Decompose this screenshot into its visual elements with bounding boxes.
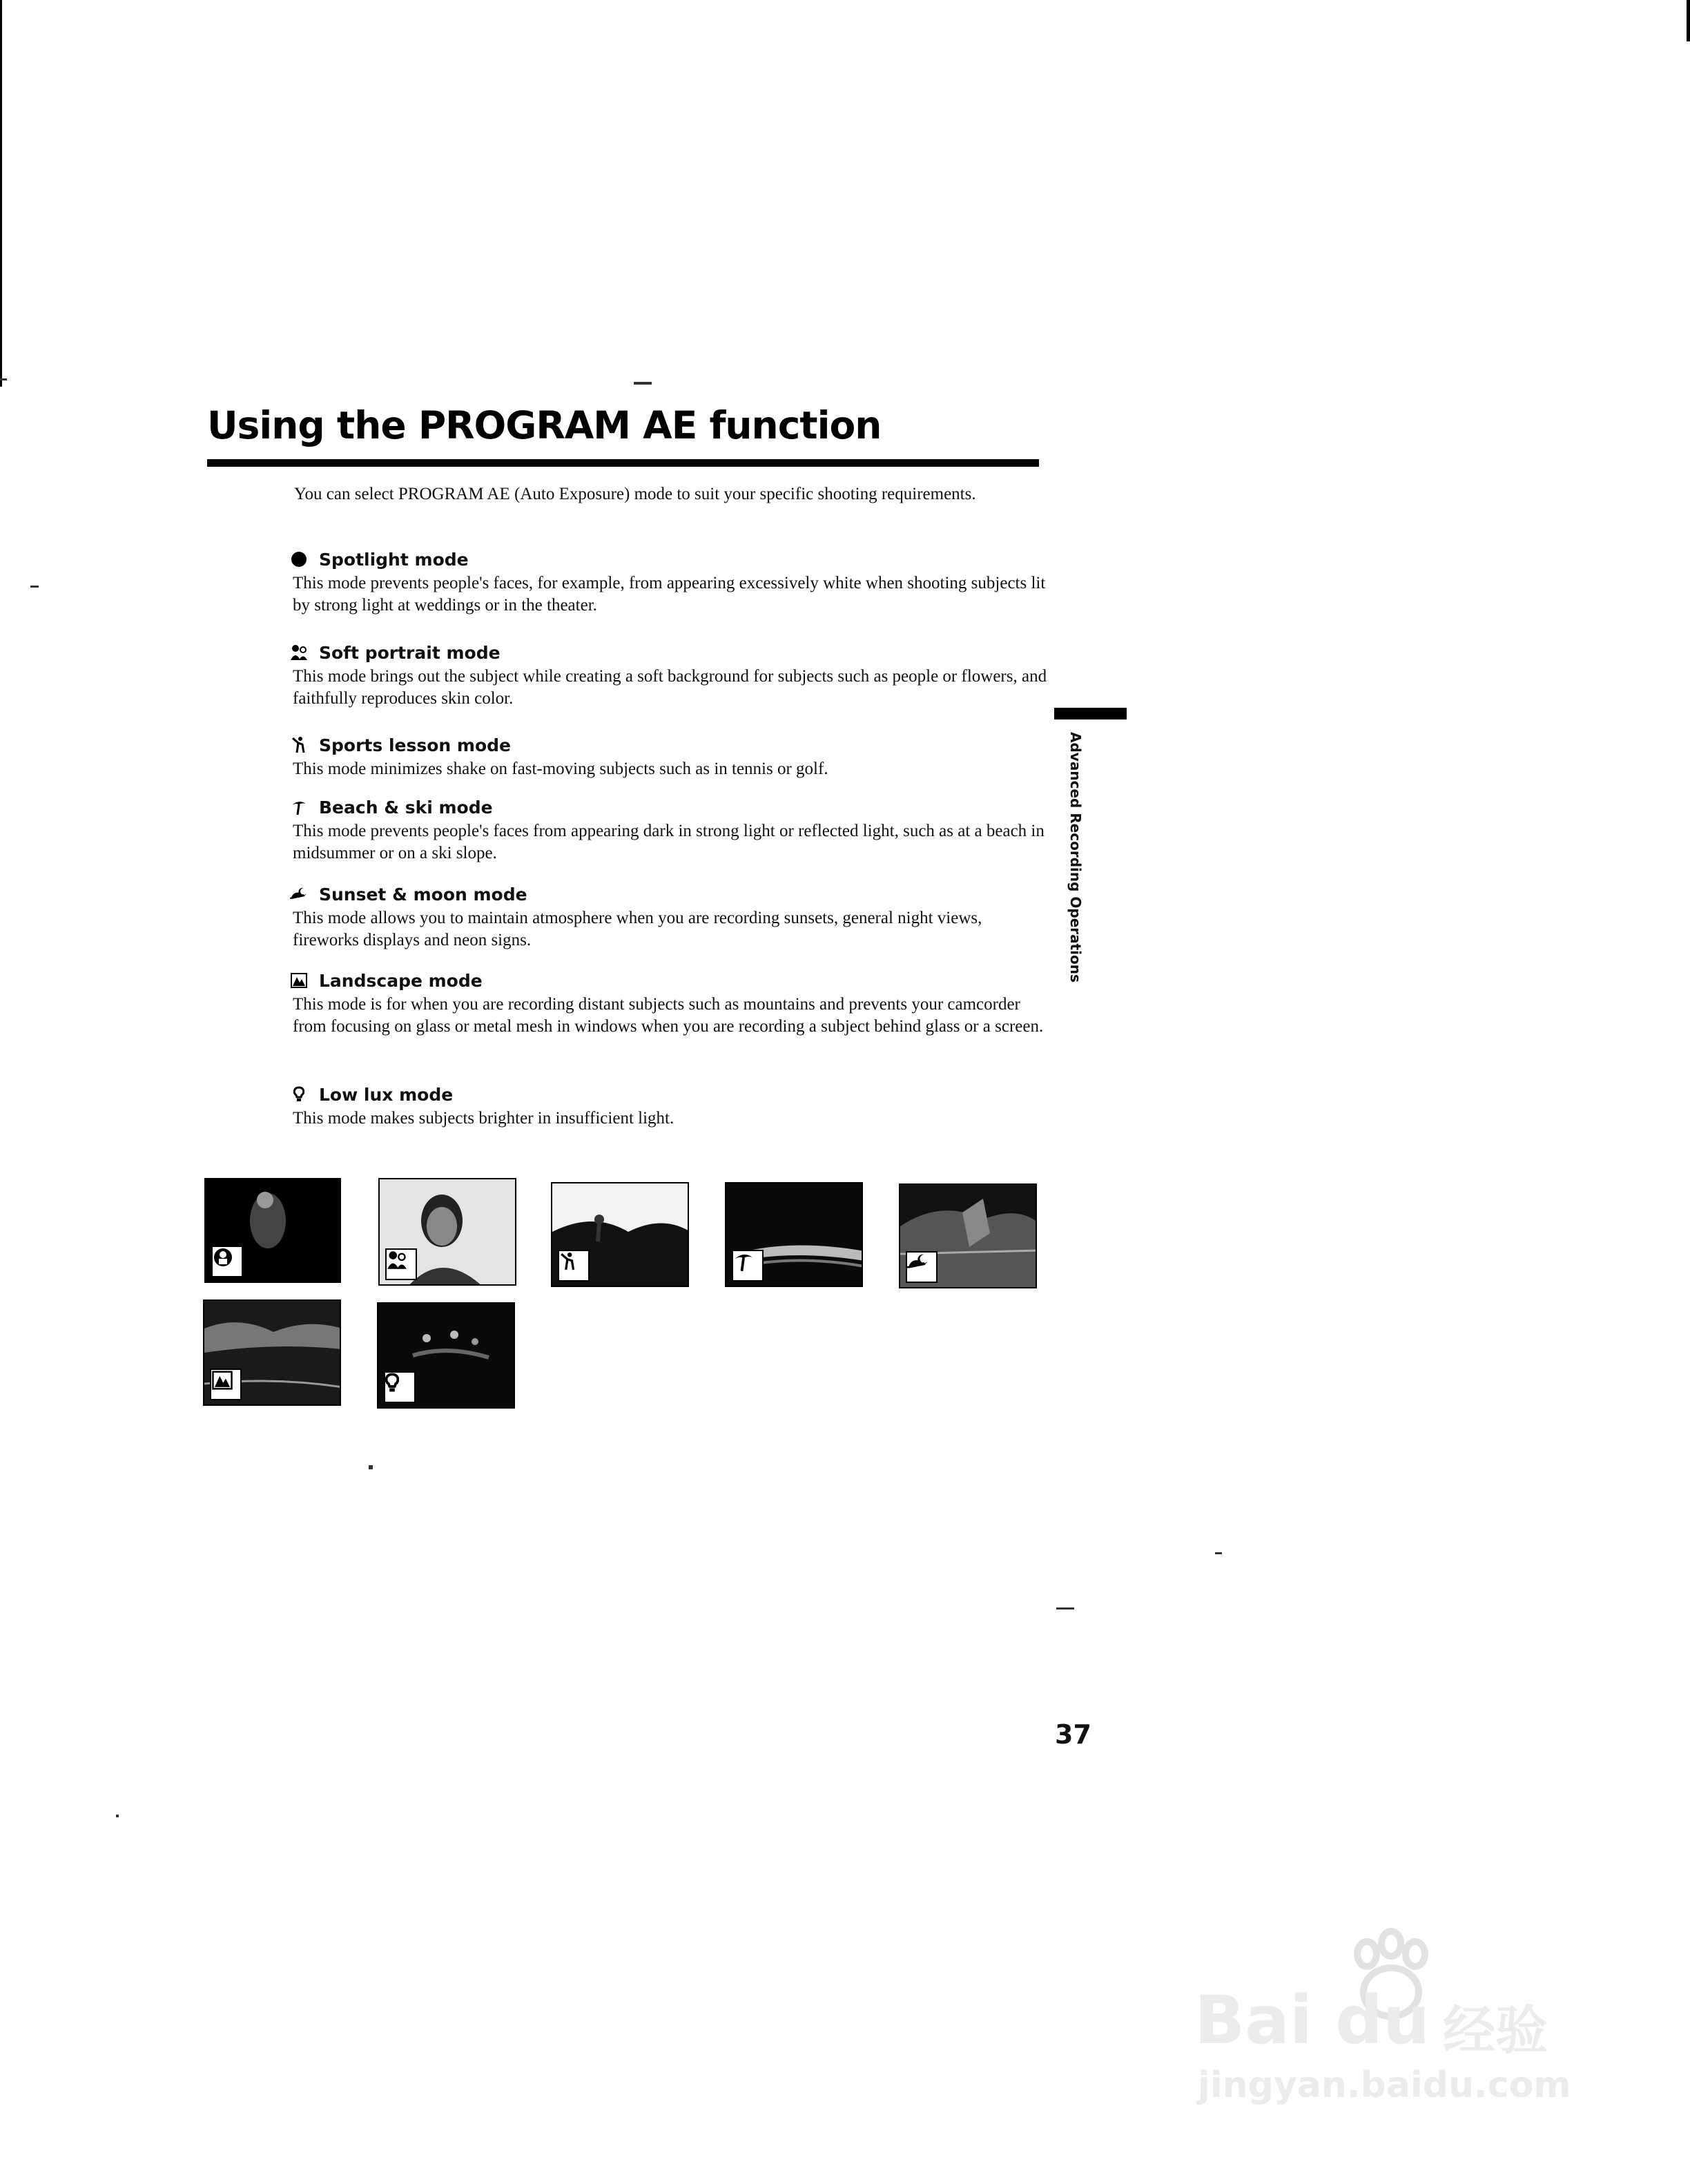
scan-speck: [116, 1815, 119, 1817]
mode-title: Beach & ski mode: [319, 797, 493, 818]
sports-lesson-icon: [558, 1250, 590, 1282]
sunset-moon-icon: [290, 885, 308, 903]
soft-portrait-icon: [385, 1248, 417, 1280]
mode-description: This mode allows you to maintain atmosphere when you are recording sunsets, general night views, fireworks displays and neon signs.: [293, 909, 982, 949]
watermark: [1194, 1926, 1595, 2106]
low-lux-icon: [290, 1085, 308, 1103]
mode-description: This mode makes subjects brighter in insufficient light.: [293, 1109, 674, 1128]
mode-title: Spotlight mode: [319, 549, 469, 570]
scan-speck: [30, 586, 39, 588]
landscape-icon: [290, 972, 308, 989]
beach-ski-icon: [290, 798, 308, 816]
watermark-url: jingyan.baidu.com: [1198, 2065, 1571, 2106]
scan-speck: [1056, 1607, 1074, 1610]
mode-spotlight: [290, 548, 1049, 617]
mode-landscape: [290, 969, 1049, 1038]
scan-speck: [634, 382, 652, 385]
mode-title: Soft portrait mode: [319, 642, 501, 663]
sunset-moon-icon: [906, 1251, 938, 1283]
page-number: 37: [1055, 1719, 1091, 1750]
scan-edge-right: [1687, 0, 1690, 41]
photo-sports-lesson: [551, 1182, 689, 1287]
mode-low-lux: [290, 1083, 1049, 1130]
mode-description: This mode brings out the subject while creating a soft background for subjects such as people or flowers, and faithfully reproduces skin color.: [293, 667, 1047, 708]
photo-low-lux: [377, 1302, 515, 1409]
spotlight-icon: [290, 550, 308, 568]
soft-portrait-icon: [290, 644, 308, 661]
mode-title: Sports lesson mode: [319, 735, 511, 755]
mode-sports-lesson: [290, 733, 1049, 780]
photo-spotlight: [204, 1178, 341, 1283]
mode-sunset-moon: [290, 882, 1049, 951]
watermark-cn: 经验: [1443, 2000, 1548, 2061]
low-lux-icon: [384, 1371, 416, 1403]
sports-lesson-icon: [290, 736, 308, 754]
mode-description: This mode is for when you are recording distant subjects such as mountains and prevents your camcorder from focusing on glass or metal mesh in windows when you are recording a subject behind glass or a screen.: [293, 995, 1044, 1036]
mode-description: This mode prevents people's faces from appearing dark in strong light or reflected light, such as at a beach in midsummer or on a ski slope.: [293, 822, 1045, 862]
photo-beach-ski: [725, 1182, 863, 1287]
scan-speck: [369, 1465, 373, 1469]
intro-text: You can select PROGRAM AE (Auto Exposure) mode to suit your specific shooting requirements.: [294, 485, 976, 503]
scan-speck: [0, 378, 7, 380]
photo-sunset-moon: [899, 1183, 1037, 1288]
landscape-icon: [210, 1369, 242, 1400]
mode-soft-portrait: [290, 641, 1049, 710]
mode-description: This mode prevents people's faces, for example, from appearing excessively white when shooting subjects lit by strong light at weddings or in the theater.: [293, 574, 1046, 615]
watermark-brand: Bai du: [1194, 1982, 1430, 2059]
mode-title: Low lux mode: [319, 1084, 454, 1105]
photo-landscape: [203, 1299, 341, 1406]
mode-description: This mode minimizes shake on fast-moving subjects such as in tennis or golf.: [293, 760, 828, 778]
spotlight-icon: [211, 1246, 243, 1277]
beach-ski-icon: [732, 1250, 764, 1282]
section-tab-marker: [1054, 708, 1127, 719]
title-rule: [207, 459, 1039, 467]
mode-beach-ski: [290, 795, 1049, 864]
scan-speck: [1215, 1552, 1222, 1554]
photo-soft-portrait: [378, 1178, 516, 1286]
scan-edge-left: [0, 0, 2, 387]
section-side-label: Advanced Recording Operations: [1067, 732, 1084, 983]
page-title: Using the PROGRAM AE function: [207, 403, 882, 447]
mode-title: Landscape mode: [319, 970, 483, 991]
mode-title: Sunset & moon mode: [319, 884, 527, 905]
